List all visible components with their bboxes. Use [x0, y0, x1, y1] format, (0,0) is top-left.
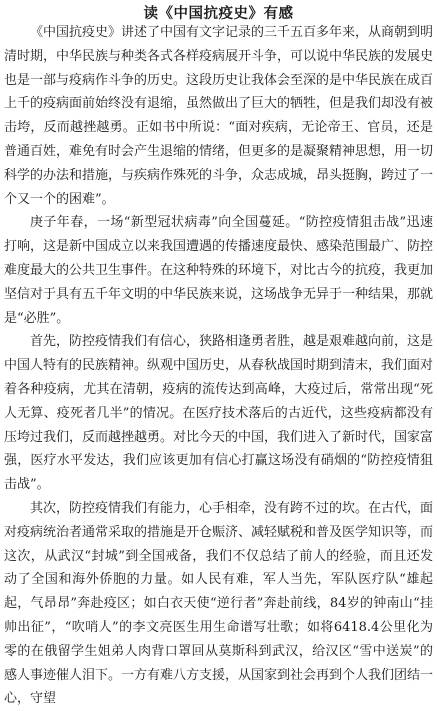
document-body [4, 21, 433, 711]
paragraph-3: 首先，防控疫情我们有信心，狭路相逢勇者胜，越是艰难越向前，这是中国人特有的民族精神。纵观中国历史，从春秋战国时期到清末，我们面对着各种疫病，尤其在清朝，疫病的流传达到高峰，大疫过后，常常出现“死人无算、疫死者几半”的情况。在医疗技术落后的古近代，这些疫病都没有压垮过我们，反而越挫越勇。对比今天的中国，我们进入了新时代，国家富强，医疗水平发达，我们应该更加有信心打赢这场没有硝烟的“防控疫情狙击战”。 [4, 334, 434, 493]
paragraph-1: 《中国抗疫史》讲述了中国有文字记录的三千五百多年来，从商朝到明清时期，中华民族与种类各式各样疫病展开斗争，可以说中华民族的发展史也是一部与疫病作斗争的历史。这段历史让我体会至深的是中华民族在成百上千的疫病面前始终没有退缩，虽然做出了巨大的牺牲，但是我们却没有被击垮，反而越挫越勇。正如书中所说：“面对疾病，无论帝王、官员，还是普通百姓，难免有时会产生退缩的情绪，但更多的是凝聚精神思想，用一切科学的办法和措施，与疾病作殊死的斗争，众志成城，昂头挺胸，跨过了一个又一个的困难”。 [4, 25, 434, 207]
paragraph-2: 庚子年春，一场“新型冠状病毒”向全国蔓延。“防控疫情狙击战”迅速打响，这是新中国成立以来我国遭遇的传播速度最快、感染范围最广、防控难度最大的公共卫生事件。在这种特殊的环境下，对比古今的抗疫，我更加坚信对于具有五千年文明的中华民族来说，这场战争无异于一种结果，那就是“必胜”。 [4, 215, 434, 326]
paragraph-4: 其次，防控疫情我们有能力，心手相牵，没有跨不过的坎。在古代，面对疫病统治者通常采取的措施是开仓赈济、减轻赋税和普及医学知识等，而这次，从武汉“封城”到全国戒备，我们不仅总结了前人的经验，而且还发动了全国和海外侨胞的力量。如人民有难，军人当先，军队医疗队“雄起起，气昂昂”奔赴疫区；如白衣天使“逆行者”奔赴前线，84岁的钟南山“挂帅出征”，“吹哨人”的李文亮医生用生命谱写壮歌；如将6418.4公里化为零的在俄留学生姐弟人肉背口罩回从莫斯科到武汉，给汉区“雪中送炭”的感人事迹催人泪下。一方有难八方支援，从国家到社会再到个人我们团结一心，守望 [4, 500, 434, 707]
document-title: 读《中国抗疫史》有感 [143, 6, 294, 22]
